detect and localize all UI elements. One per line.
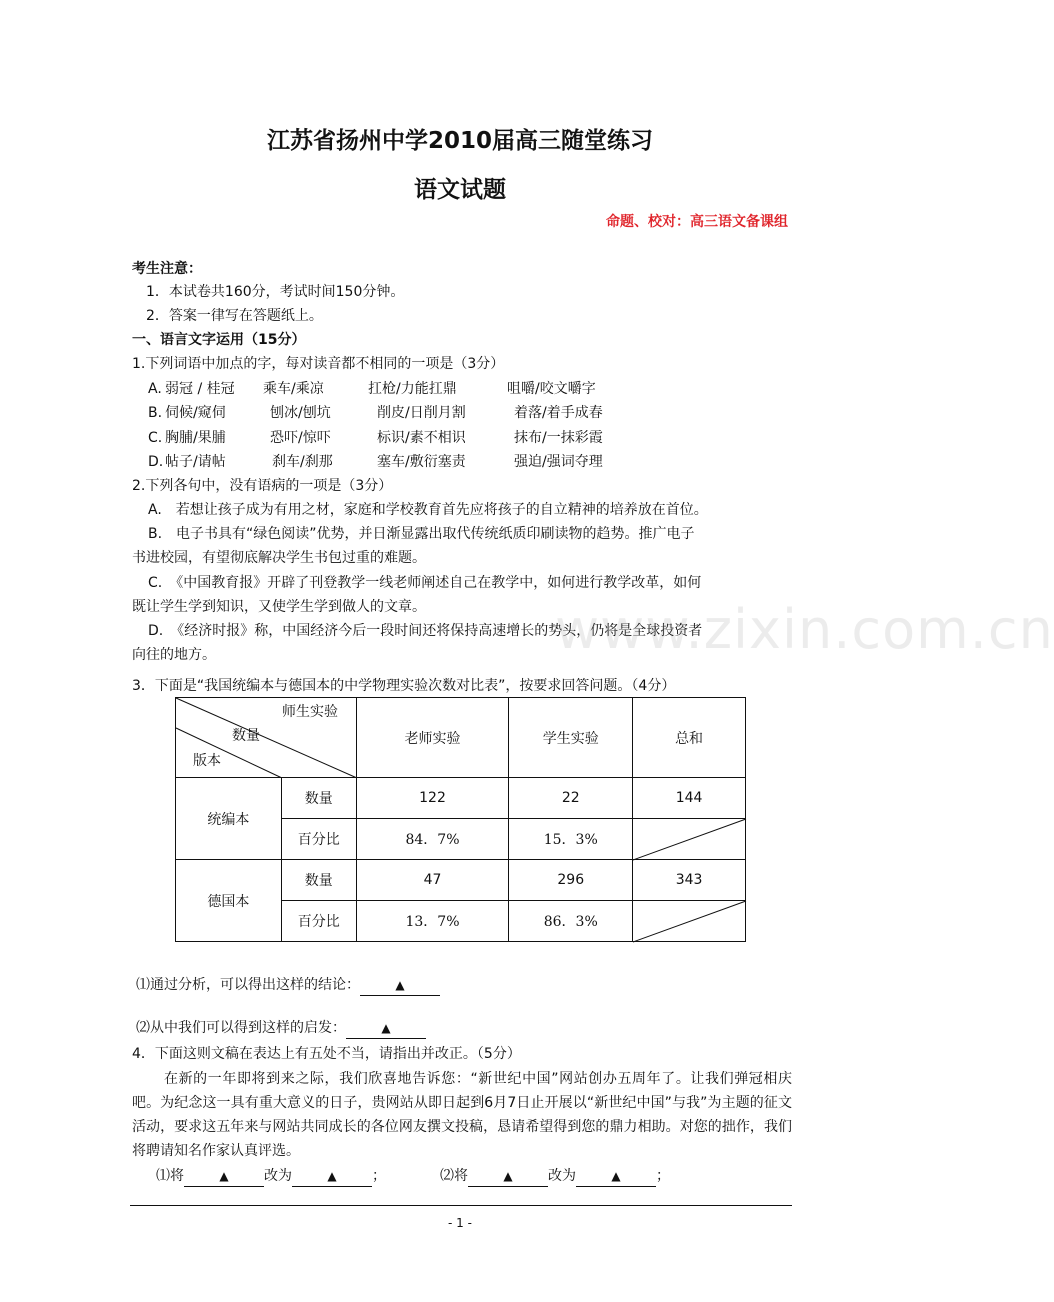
column-header-teacher: 老师实验	[356, 698, 509, 778]
question-2-option-c-cont: 既让学生学到知识，又使学生学到做人的文章。	[132, 599, 426, 615]
question-4-stem: 4．下面这则文稿在表达上有五处不当，请指出并改正。（5分）	[132, 1046, 521, 1062]
column-header-student: 学生实验	[509, 698, 633, 778]
triangle-marker-icon: ▲	[395, 978, 405, 992]
teacher-count: 122	[356, 778, 509, 819]
teacher-count: 47	[356, 860, 509, 901]
teacher-percent: 13．7%	[356, 901, 509, 942]
diagonal-header-cell	[176, 698, 357, 778]
row-label: 数量	[281, 778, 356, 819]
table-row	[176, 778, 746, 819]
answer-blank[interactable]	[468, 1166, 548, 1187]
page-subtitle: 语文试题	[414, 177, 506, 203]
question-4-answer-2: ⑵将 ▲ 改为 ▲ ；	[440, 1166, 670, 1187]
slash-line	[633, 901, 746, 942]
edition-cell: 统编本	[176, 778, 282, 860]
student-percent: 15．3%	[509, 819, 633, 860]
notice-item: 2．答案一律写在答题纸上。	[146, 308, 323, 324]
slash-line	[633, 819, 746, 860]
diag-label-count: 数量	[232, 728, 260, 744]
notice-item: 1．本试卷共160分，考试时间150分钟。	[146, 284, 405, 300]
section-heading: 一、语言文字运用（15分）	[132, 332, 306, 348]
triangle-marker-icon: ▲	[503, 1169, 513, 1183]
question-2-option-d-cont: 向往的地方。	[132, 647, 216, 663]
diag-label-experiments: 师生实验	[282, 704, 338, 720]
row-label: 数量	[281, 860, 356, 901]
triangle-marker-icon: ▲	[327, 1169, 337, 1183]
question-2-option-b: B. 电子书具有“绿色阅读”优势，并日渐显露出取代传统纸质印刷读物的趋势。推广电子	[148, 526, 695, 542]
row-label: 百分比	[281, 901, 356, 942]
total-count: 343	[633, 860, 746, 901]
question-2-option-d: D. 《经济时报》称，中国经济今后一段时间还将保持高速增长的势头，仍将是全球投资者	[148, 623, 703, 639]
row-label: 百分比	[281, 819, 356, 860]
answer-blank[interactable]	[184, 1166, 264, 1187]
edition-cell: 德国本	[176, 860, 282, 942]
answer-blank[interactable]	[360, 975, 440, 996]
empty-slashed-cell	[633, 819, 746, 860]
table-row	[176, 860, 746, 901]
total-count: 144	[633, 778, 746, 819]
triangle-marker-icon: ▲	[381, 1021, 391, 1035]
question-2-option-b-cont: 书进校园，有望彻底解决学生书包过重的难题。	[132, 550, 426, 566]
triangle-marker-icon: ▲	[219, 1169, 229, 1183]
page-number: - 1 -	[448, 1216, 472, 1230]
diag-label-edition: 版本	[193, 753, 221, 769]
student-count: 22	[509, 778, 633, 819]
empty-slashed-cell	[633, 901, 746, 942]
question-2-option-c: C. 《中国教育报》开辟了刊登教学一线老师阐述自己在教学中，如何进行教学改革，如何	[148, 575, 702, 591]
answer-blank[interactable]	[292, 1166, 372, 1187]
question-3-sub-1: ⑴通过分析，可以得出这样的结论： ▲	[136, 975, 440, 996]
question-4-passage: 在新的一年即将到来之际，我们欣喜地告诉您：“新世纪中国”网站创办五周年了。让我们弹冠相庆吧。为纪念这一具有重大意义的日子，贵网站从即日起到6月7日止开展以“新世纪中国”与我”为主题的征文活动，要求这五年来与网站共同成长的各位网友撰文投稿，恳请希望得到您的鼎力相助。对您的拙作，我们将聘请知名作家认真评选。	[132, 1071, 792, 1159]
question-4-answer-1: ⑴将 ▲ 改为 ▲ ；	[156, 1166, 386, 1187]
answer-blank[interactable]	[576, 1166, 656, 1187]
footer-divider	[130, 1205, 792, 1206]
watermark: www.zixin.com.cn	[555, 598, 1054, 661]
author-line: 命题、校对：高三语文备课组	[606, 214, 788, 230]
answer-blank[interactable]	[346, 1018, 426, 1039]
question-2-stem: 2.下列各句中，没有语病的一项是（3分）	[132, 478, 393, 494]
student-count: 296	[509, 860, 633, 901]
student-percent: 86．3%	[509, 901, 633, 942]
question-3-stem: 3．下面是“我国统编本与德国本的中学物理实验次数对比表”，按要求回答问题。（4分）	[132, 678, 676, 694]
teacher-percent: 84．7%	[356, 819, 509, 860]
comparison-table	[175, 697, 746, 942]
column-header-total: 总和	[633, 698, 746, 778]
notice-heading: 考生注意：	[132, 261, 202, 277]
question-3-sub-2: ⑵从中我们可以得到这样的启发： ▲	[136, 1018, 426, 1039]
question-1-stem: 1.下列词语中加点的字，每对读音都不相同的一项是（3分）	[132, 356, 505, 372]
page-title: 江苏省扬州中学2010届高三随堂练习	[266, 128, 653, 154]
triangle-marker-icon: ▲	[611, 1169, 621, 1183]
question-2-option-a: A. 若想让孩子成为有用之材，家庭和学校教育首先应将孩子的自立精神的培养放在首位。	[148, 502, 708, 518]
